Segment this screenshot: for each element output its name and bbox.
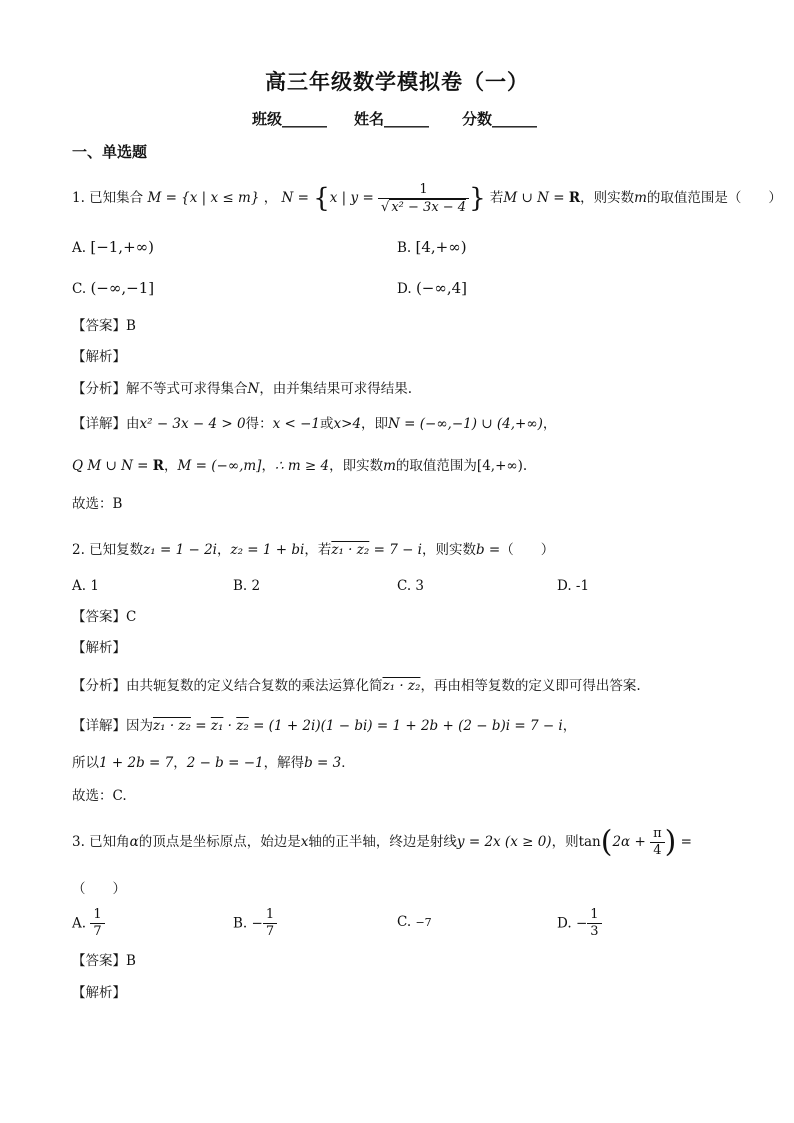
section-title: 一、单选题 [72, 143, 148, 161]
q1-option-d: D. (−∞,4] [397, 279, 468, 297]
q2-analysis-label: 【解析】 [72, 640, 126, 656]
q1-answer: 【答案】B [72, 318, 136, 334]
q3-option-d: D. − $\frac{1}{3}$ [557, 907, 602, 940]
q2-option-b: B. 2 [233, 578, 261, 594]
set-m-expr: M = {x | x ≤ m} [147, 190, 260, 206]
q3-answer: 【答案】B [72, 953, 136, 969]
name-field: 姓名______ [354, 110, 430, 128]
q1-option-c: C. (−∞,−1] [72, 279, 155, 297]
q2-analysis: 【分析】由共轭复数的定义结合复数的乘法运算化简z₁ · z₂，再由相等复数的定义即可得出答案. [72, 678, 641, 694]
set-n-expr: N = {x | y = $\frac{1}{\text{√ x² − 3x − 4}}$ } [281, 181, 486, 215]
q2-stem: 2. 已知复数z₁ = 1 − 2i，z₂ = 1 + bi，若z₁ · z₂ = 7 − i，则实数b =（ ） [72, 542, 555, 558]
q2-answer: 【答案】C [72, 609, 137, 625]
q1-stem: 1. 已知集合 M = {x | x ≤ m} ， N = {x | y = $\frac{1}{\text{√ x² − 3x − 4}}$ } 若M ∪ N = R，则实数m的取值范围是（ ） [72, 181, 782, 215]
q3-analysis-label: 【解析】 [72, 985, 126, 1001]
q3-stem: 3. 已知角α的顶点是坐标原点，始边是x轴的正半轴，终边是射线y = 2x (x ≥ 0)，则tan(2α + $\frac{\pi}{4}$ ) = [72, 824, 692, 860]
class-field: 班级______ [252, 110, 328, 128]
q2-option-d: D. -1 [557, 578, 590, 594]
q1-analysis: 【分析】解不等式可求得集合N，由并集结果可求得结果. [72, 381, 413, 397]
q2-choose: 故选：C. [72, 788, 127, 804]
q1-analysis-label: 【解析】 [72, 349, 126, 365]
q1-option-b: B. [4,+∞) [397, 238, 467, 256]
q1-detail: 【详解】由x² − 3x − 4 > 0得：x < −1或x>4，即N = (−∞,−1) ∪ (4,+∞)， [72, 416, 557, 432]
q1-detail-2: Q M ∪ N = R，M = (−∞,m]，∴ m ≥ 4，即实数m的取值范围为[4,+∞). [72, 458, 528, 474]
q3-option-a: A. $\frac{1}{7}$ [72, 907, 105, 940]
q2-detail: 【详解】因为z₁ · z₂ = z₁ · z₂ = (1 + 2i)(1 − bi) = 1 + 2b + (2 − b)i = 7 − i， [72, 718, 577, 734]
page-title: 高三年级数学模拟卷（一） [265, 69, 529, 94]
q1-option-a: A. [−1,+∞) [72, 238, 154, 256]
q3-option-c: C. −7 [397, 914, 432, 930]
q2-detail-2: 所以1 + 2b = 7，2 − b = −1，解得b = 3． [72, 755, 355, 771]
q3-paren: （ ） [72, 881, 126, 897]
q3-option-b: B. − $\frac{1}{7}$ [233, 907, 277, 940]
q2-option-c: C. 3 [397, 578, 425, 594]
q1-choose: 故选：B [72, 496, 123, 512]
score-field: 分数______ [462, 110, 538, 128]
q2-option-a: A. 1 [72, 578, 99, 594]
